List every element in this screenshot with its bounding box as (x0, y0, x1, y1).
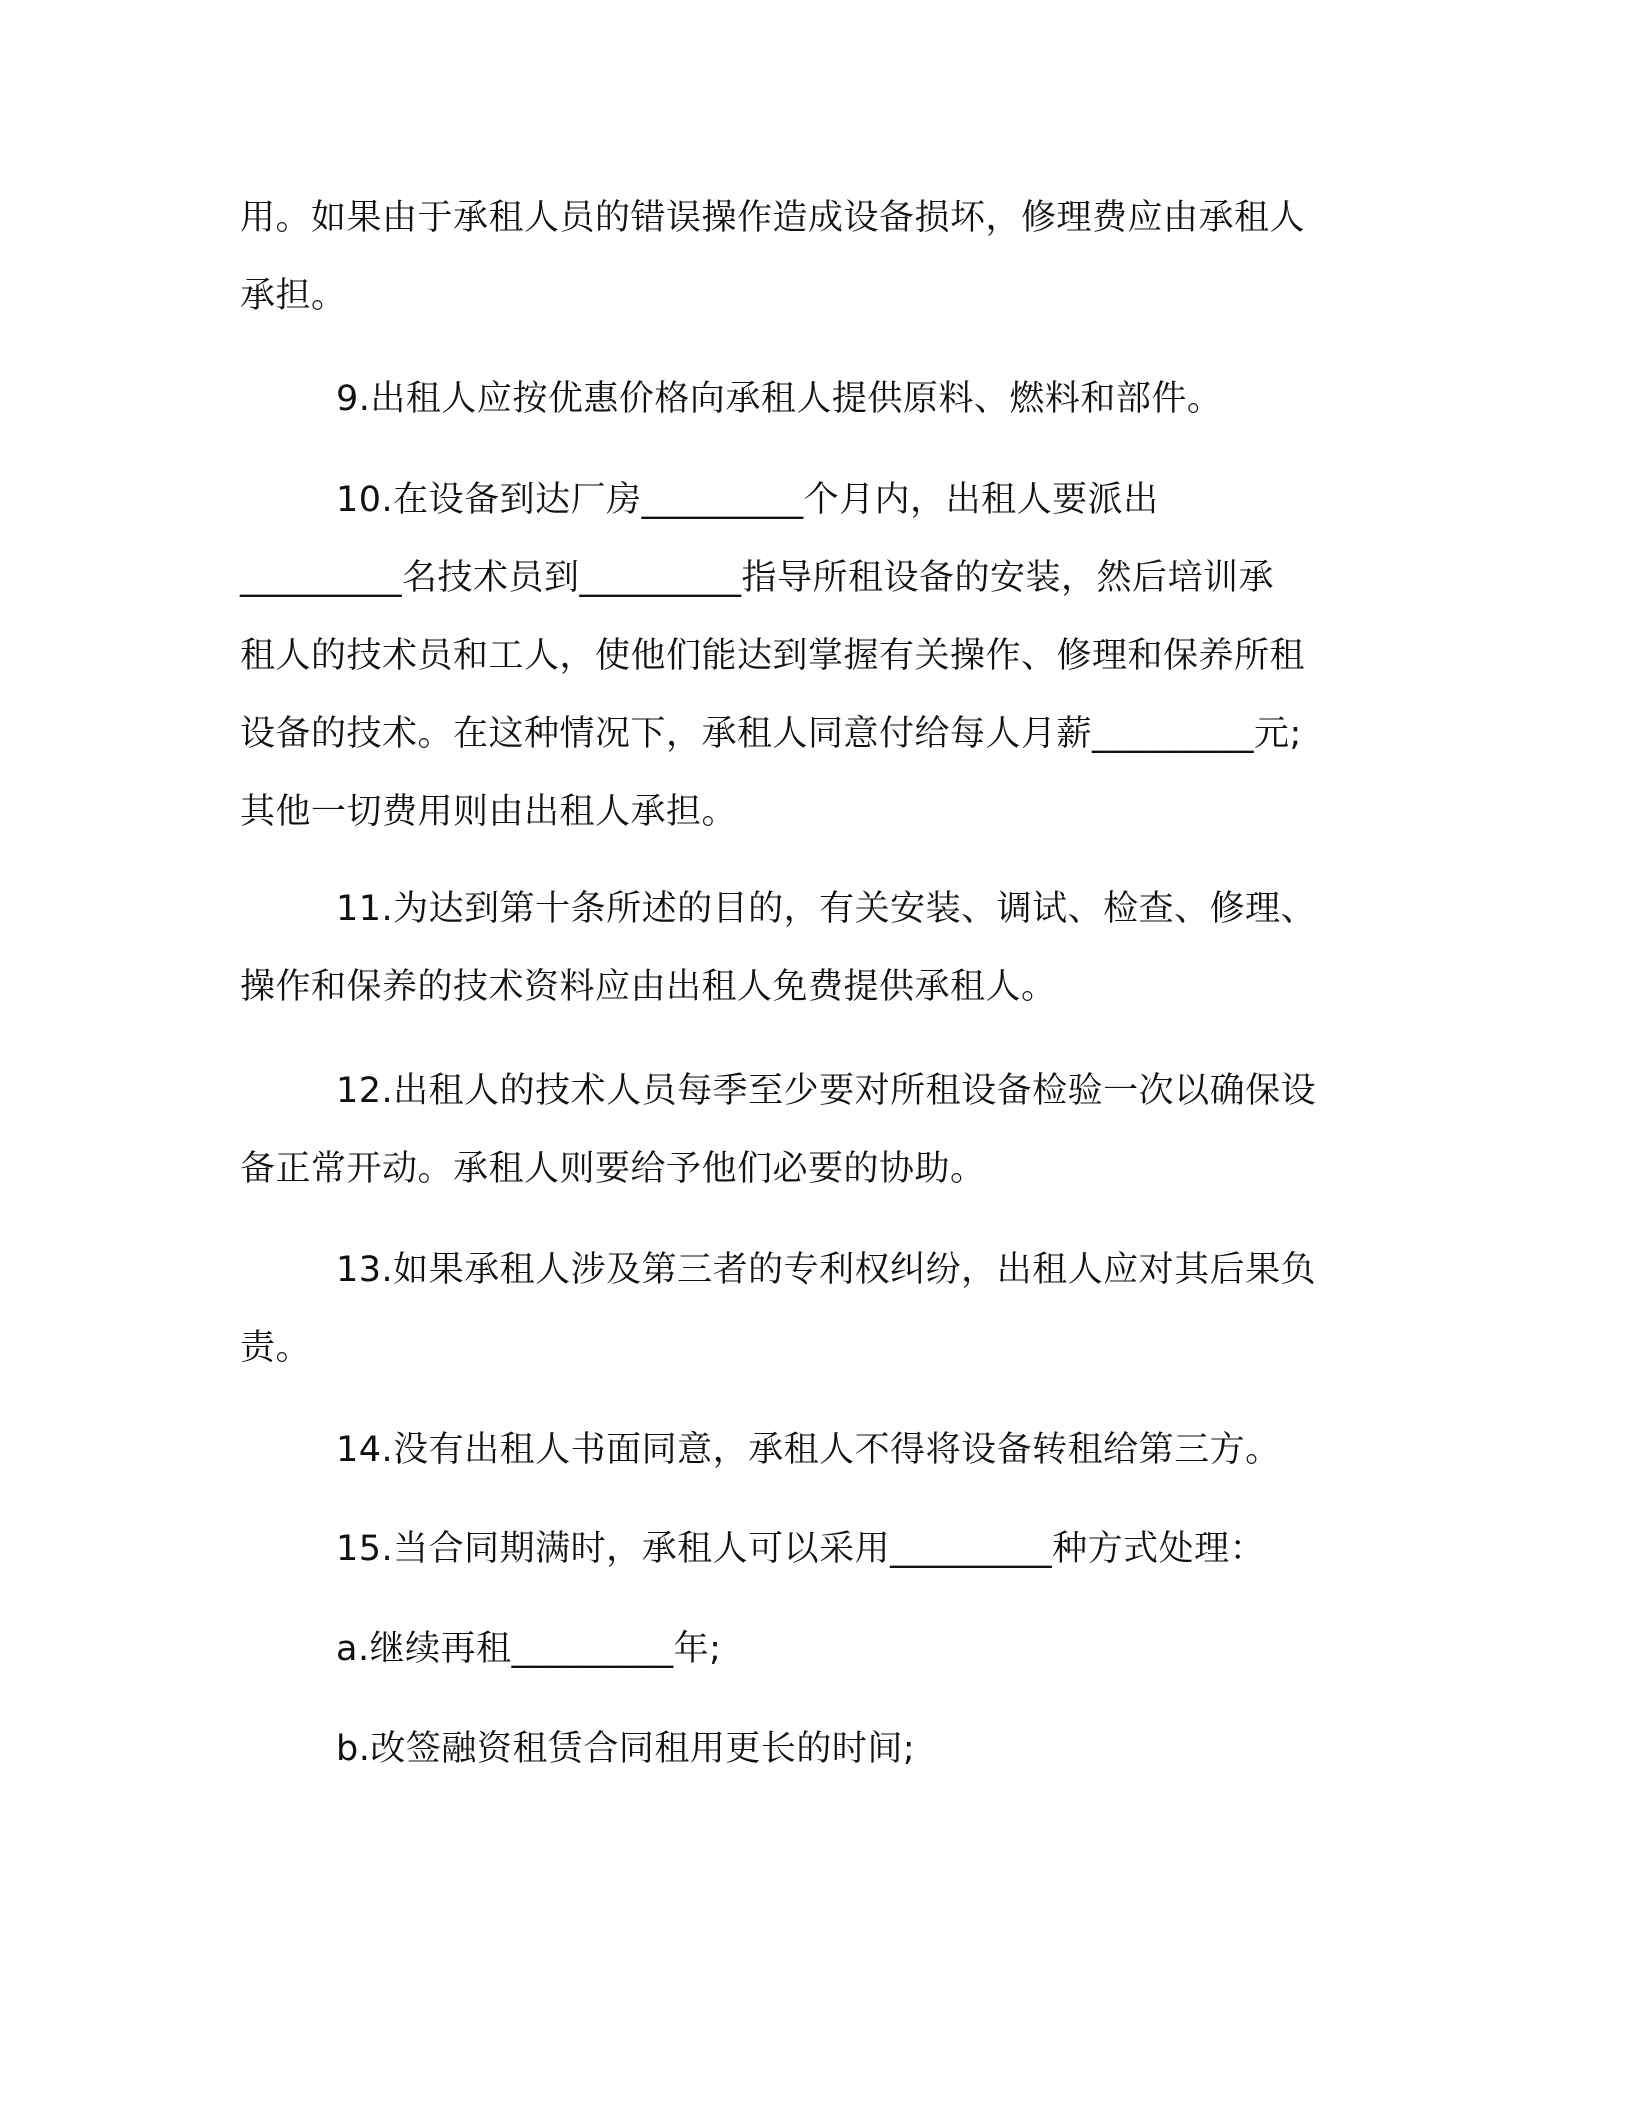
clause-13 (240, 1231, 1366, 1387)
clause-10 (240, 461, 1366, 851)
text-line: 设备的技术。在这种情况下，承租人同意付给每人月薪_________元; (240, 714, 1302, 754)
text-line: 9.出租人应按优惠价格向承租人提供原料、燃料和部件。 (336, 379, 1223, 419)
text-line: 12.出租人的技术人员每季至少要对所租设备检验一次以确保设 (336, 1071, 1317, 1111)
clause-15 (240, 1510, 1366, 1588)
option-b (240, 1710, 1366, 1788)
text-line: 14.没有出租人书面同意，承租人不得将设备转租给第三方。 (336, 1430, 1281, 1470)
text-line: 用。如果由于承租人员的错误操作造成设备损坏，修理费应由承租人 (240, 198, 1306, 238)
text-line: _________名技术员到_________指导所租设备的安装，然后培训承 (240, 558, 1275, 598)
clause-12 (240, 1052, 1366, 1208)
text-line: 11.为达到第十条所述的目的，有关安装、调试、检查、修理、 (336, 889, 1317, 929)
text-line: b.改签融资租赁合同租用更长的时间; (336, 1729, 916, 1769)
clause-9 (240, 360, 1366, 438)
clause-14 (240, 1411, 1366, 1489)
option-a (240, 1610, 1366, 1688)
text-line: 10.在设备到达厂房_________个月内，出租人要派出 (336, 480, 1159, 520)
text-line: 15.当合同期满时，承租人可以采用_________种方式处理： (336, 1529, 1266, 1569)
text-line: 承担。 (240, 276, 347, 316)
text-line: 备正常开动。承租人则要给予他们必要的协助。 (240, 1149, 986, 1189)
text-line: 13.如果承租人涉及第三者的专利权纠纷，出租人应对其后果负 (336, 1250, 1317, 1290)
text-line: 操作和保养的技术资料应由出租人免费提供承租人。 (240, 967, 1057, 1007)
text-line: 租人的技术员和工人，使他们能达到掌握有关操作、修理和保养所租 (240, 636, 1306, 676)
text-line: a.继续再租_________年; (336, 1629, 722, 1669)
text-line: 责。 (240, 1328, 312, 1368)
clause-11 (240, 870, 1366, 1026)
paragraph-continuation (240, 179, 1366, 335)
text-line: 其他一切费用则由出租人承担。 (240, 792, 738, 832)
